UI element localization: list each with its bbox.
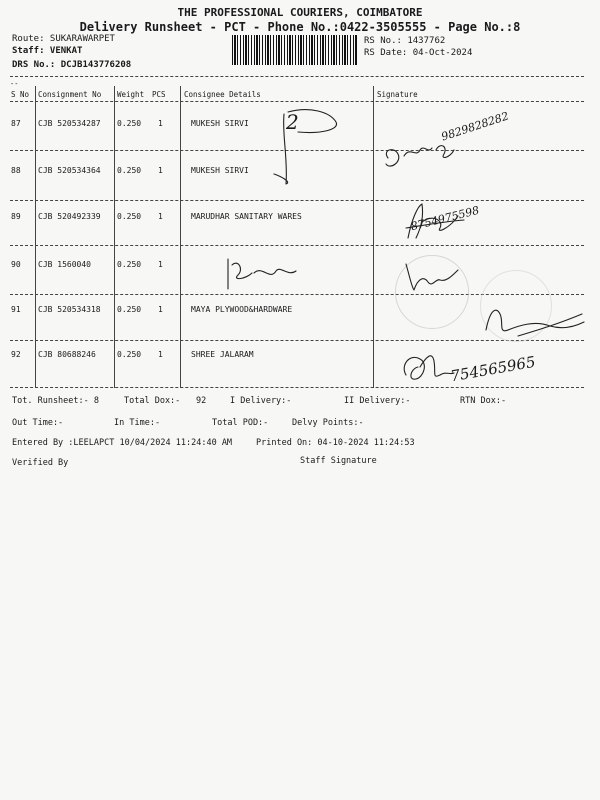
staff-label: Staff: VENKAT (12, 46, 83, 56)
rule-mark: -- (10, 80, 19, 88)
col-divider (35, 86, 36, 388)
table-row-consignment: CJB 1560040 (38, 260, 91, 269)
table-row-pcs: 1 (158, 119, 163, 128)
signature-92-icon (396, 345, 456, 385)
table-row-weight: 0.250 (117, 166, 142, 175)
col-divider (180, 86, 181, 388)
col-header-consignee: Consignee Details (184, 90, 261, 99)
table-row-consignment: CJB 520534364 (38, 166, 101, 175)
i-delivery: I Delivery:- (230, 396, 292, 406)
table-row-consignment: CJB 80688246 (38, 350, 96, 359)
staff-signature: Staff Signature (300, 456, 377, 466)
handwritten-scribble-icon (270, 104, 345, 189)
table-row-sno: 90 (11, 260, 21, 269)
handwritten-mark: 2 (286, 110, 299, 134)
signature-90b-icon (402, 258, 462, 294)
out-time: Out Time:- (12, 418, 64, 428)
table-bottom-rule (10, 387, 584, 388)
table-row-consignee: SHREE JALARAM (191, 350, 254, 359)
verified-by: Verified By (12, 458, 69, 468)
signature-91-icon (478, 300, 588, 345)
table-row-consignee: MAYA PLYWOOD&HARDWARE (191, 305, 293, 314)
delvy-points: Delvy Points:- (292, 418, 364, 428)
col-header-weight: Weight (117, 90, 145, 99)
table-row-sno: 88 (11, 166, 21, 175)
table-row-consignee: MUKESH SIRVI (191, 166, 249, 175)
table-row-pcs: 1 (158, 212, 163, 221)
company-name: THE PROFESSIONAL COURIERS, COIMBATORE (177, 6, 423, 19)
handwritten-phone: 754565965 (449, 352, 537, 386)
table-row-weight: 0.250 (117, 305, 142, 314)
table-row-weight: 0.250 (117, 260, 142, 269)
entered-by: Entered By :LEELAPCT 10/04/2024 11:24:40 AM (12, 438, 233, 448)
tot-runsheet: Tot. Runsheet:- 8 (12, 396, 99, 406)
in-time: In Time:- (114, 418, 161, 428)
col-header-signature: Signature (377, 90, 418, 99)
table-row-weight: 0.250 (117, 350, 142, 359)
table-row-sno: 87 (11, 119, 21, 128)
handwritten-phone: 8754975598 (409, 203, 481, 234)
row-divider (10, 245, 584, 246)
table-row-sno: 91 (11, 305, 21, 314)
handwritten-phone: 9829828282 (439, 109, 511, 144)
rs-date: RS Date: 04-Oct-2024 (364, 48, 473, 58)
table-row-pcs: 1 (158, 350, 163, 359)
col-header-consignment: Consignment No (38, 90, 102, 99)
total-pod: Total POD:- (212, 418, 269, 428)
row-divider (10, 200, 584, 201)
col-header-pcs: PCS (152, 90, 166, 99)
total-dox-label: Total Dox:- (124, 396, 181, 406)
table-row-consignment: CJB 520534318 (38, 305, 101, 314)
table-top-rule (10, 76, 584, 77)
table-row-pcs: 1 (158, 166, 163, 175)
rtn-dox: RTN Dox:- (460, 396, 507, 406)
col-divider (114, 86, 115, 388)
table-row-sno: 89 (11, 212, 21, 221)
table-row-consignee: MUKESH SIRVI (191, 119, 249, 128)
barcode-icon (232, 35, 357, 65)
table-row-consignment: CJB 520492339 (38, 212, 101, 221)
printed-on: Printed On: 04-10-2024 11:24:53 (256, 438, 415, 448)
table-row-consignment: CJB 520534287 (38, 119, 101, 128)
total-dox-value: 92 (196, 396, 207, 406)
runsheet-title: Delivery Runsheet - PCT - Phone No.:0422-3505555 - Page No.:8 (79, 20, 521, 34)
col-header-sno: S No (11, 90, 30, 99)
drs-number: DRS No.: DCJB143776208 (12, 60, 132, 70)
table-row-pcs: 1 (158, 260, 163, 269)
signature-90-icon (222, 255, 302, 295)
table-row-consignee: MARUDHAR SANITARY WARES (191, 212, 302, 221)
table-row-weight: 0.250 (117, 119, 142, 128)
ii-delivery: II Delivery:- (344, 396, 411, 406)
col-divider (373, 86, 374, 388)
table-header-rule (10, 101, 584, 102)
table-row-weight: 0.250 (117, 212, 142, 221)
route-label: Route: SUKARAWARPET (12, 34, 115, 44)
table-row-pcs: 1 (158, 305, 163, 314)
table-row-sno: 92 (11, 350, 21, 359)
rs-number: RS No.: 1437762 (364, 36, 446, 46)
